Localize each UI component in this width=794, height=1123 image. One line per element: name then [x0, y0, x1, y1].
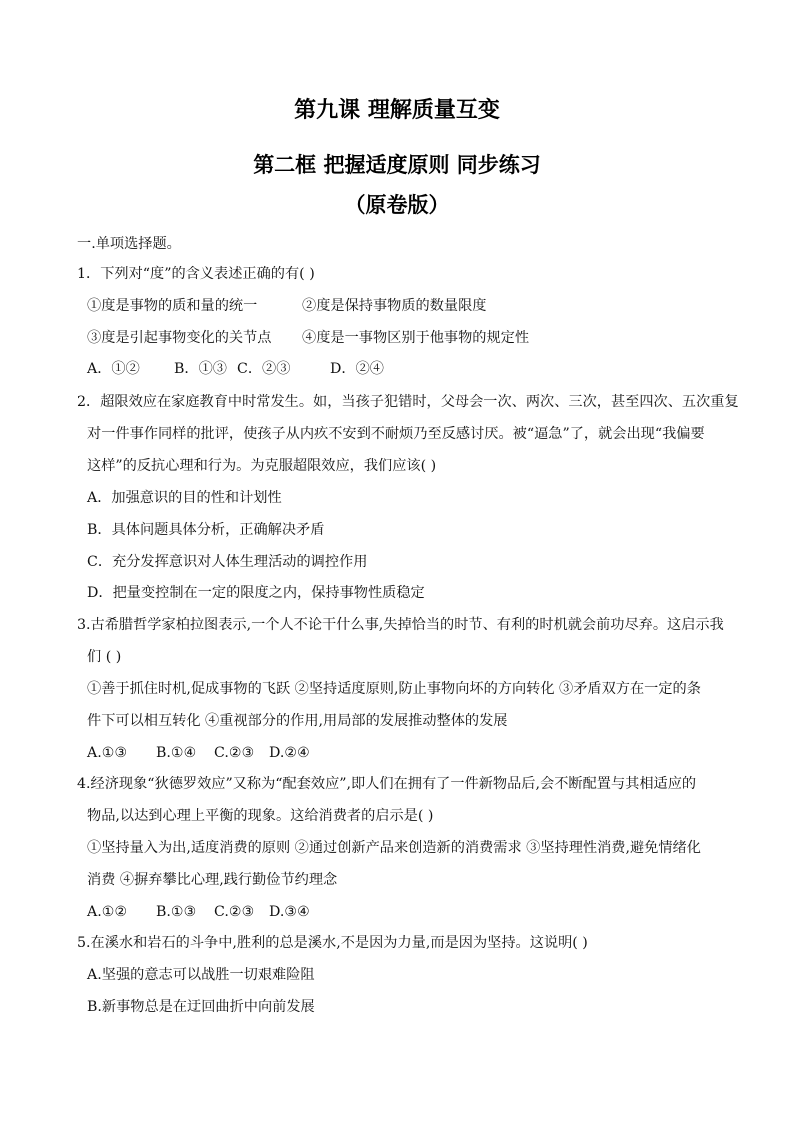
- question-2-stem-line-3: 这样”的反抗心理和行为。为克服超限效应，我们应该( ): [87, 458, 437, 474]
- option-a[interactable]: A.①②: [87, 904, 128, 920]
- question-5-option-a[interactable]: A.坚强的意志可以战胜一切艰难险阻: [87, 967, 315, 983]
- question-1-options: [87, 358, 384, 380]
- question-4-options: [87, 901, 310, 923]
- option-b[interactable]: B.①④: [156, 745, 197, 761]
- question-4-stem-line-1: 4.经济现象“狄德罗效应”又称为“配套效应”,即人们在拥有了一件新物品后,会不断配置与其相适应的: [77, 776, 697, 792]
- question-3-statements-line-2: 件下可以相互转化 ④重视部分的作用,用局部的发展推动整体的发展: [87, 713, 508, 729]
- option-c[interactable]: C.②③: [214, 904, 255, 920]
- question-2-stem-line-1: 2．超限效应在家庭教育中时常发生。如，当孩子犯错时，父母会一次、两次、三次，甚至四次、五次重复: [77, 394, 739, 410]
- question-1-statement-3: ③度是引起事物变化的关节点: [87, 330, 272, 346]
- question-2-option-c[interactable]: C．充分发挥意识对人体生理活动的调控作用: [87, 554, 368, 570]
- question-1-statement-4: ④度是一事物区别于他事物的规定性: [302, 330, 530, 346]
- option-c[interactable]: C.②③: [214, 745, 255, 761]
- question-5-option-b[interactable]: B.新事物总是在迂回曲折中向前发展: [87, 999, 315, 1015]
- edition-label: （原卷版）: [344, 192, 450, 217]
- question-2-option-d[interactable]: D．把量变控制在一定的限度之内，保持事物性质稳定: [87, 585, 425, 601]
- question-1-statement-2: ②度是保持事物质的数量限度: [302, 298, 487, 314]
- question-2-stem-line-2: 对一件事作同样的批评，使孩子从内疚不安到不耐烦乃至反感讨厌。被“逼急”了，就会出现“我偏要: [87, 426, 705, 442]
- option-d[interactable]: D.②④: [269, 745, 310, 761]
- question-1-statement-1: ①度是事物的质和量的统一: [87, 298, 258, 314]
- question-4-statements-line-2: 消费 ④摒弃攀比心理,践行勤俭节约理念: [87, 872, 338, 888]
- option-a[interactable]: A.①③: [87, 745, 128, 761]
- question-4-statements-line-1: ①坚持量入为出,适度消费的原则 ②通过创新产品来创造新的消费需求 ③坚持理性消费,避免情绪化: [87, 840, 701, 856]
- question-2-option-b[interactable]: B．具体问题具体分析，正确解决矛盾: [87, 522, 325, 538]
- option-b[interactable]: B.①③: [156, 904, 197, 920]
- question-2-option-a[interactable]: A．加强意识的目的性和计划性: [87, 490, 282, 506]
- question-4-stem-line-2: 物品,以达到心理上平衡的现象。这给消费者的启示是( ): [87, 808, 434, 824]
- option-d[interactable]: D.③④: [269, 904, 310, 920]
- option-d[interactable]: D．②④: [330, 361, 384, 377]
- lesson-title: 第九课 理解质量互变: [294, 97, 500, 123]
- option-b[interactable]: B．①③: [174, 361, 227, 377]
- question-5-stem: 5.在溪水和岩石的斗争中,胜利的总是溪水,不是因为力量,而是因为坚持。这说明( ): [77, 935, 588, 951]
- question-3-stem-line-2: 们 ( ): [87, 649, 122, 665]
- section-subtitle: 第二框 把握适度原则 同步练习: [253, 152, 541, 177]
- question-3-statements-line-1: ①善于抓住时机,促成事物的飞跃 ②坚持适度原则,防止事物向坏的方向转化 ③矛盾双方在一定的条: [87, 681, 701, 697]
- question-3-stem-line-1: 3.古希腊哲学家柏拉图表示,一个人不论干什么事,失掉恰当的时节、有利的时机就会前功尽弃。这启示我: [77, 617, 724, 633]
- option-c[interactable]: C．②③: [237, 361, 291, 377]
- question-3-options: [87, 742, 310, 764]
- option-a[interactable]: A．①②: [87, 361, 140, 377]
- section-heading: 一.单项选择题。: [77, 236, 181, 252]
- question-1-stem: 1．下列对“度”的含义表述正确的有( ): [77, 266, 315, 282]
